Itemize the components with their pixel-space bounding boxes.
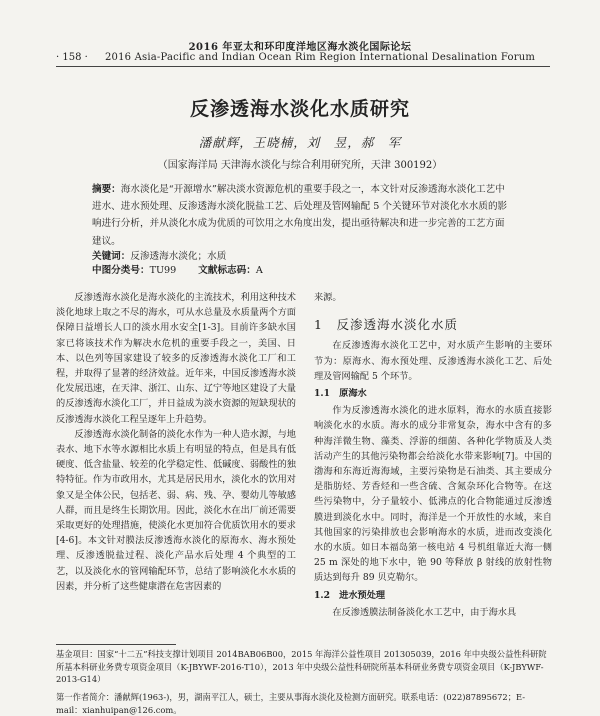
body-paragraph: 在反渗透海水淡化工艺中，对水质产生影响的主要环节为：原海水、海水预处理、反渗透海水淡化工艺、后处理及管网输配 5 个环节。 xyxy=(314,340,552,382)
body-column-right xyxy=(314,290,552,620)
affiliation: （国家海洋局 天津海水淡化与综合利用研究所，天津 300192） xyxy=(157,160,443,171)
abstract-label: 摘要： xyxy=(92,184,121,195)
section-heading: 1 反渗透海水淡化水质 xyxy=(314,317,458,333)
author-list: 潘献辉，王晓楠，刘 昱，郝 军 xyxy=(198,135,402,150)
keywords-text: 反渗透海水淡化；水质 xyxy=(130,251,227,262)
abstract-text: 海水淡化是“开源增水”解决淡水资源危机的重要手段之一，本文针对反渗透海水淡化工艺中进水、进水预处理、反渗透海水淡化脱盐工艺、后处理及管网输配 5 个关键环节对淡化水水质的影响进行分析，并从淡化水成为优质的可饮用之水角度出发，提出亟待解决和进一步完善的工艺方面建议。 xyxy=(92,184,508,247)
body-column-left xyxy=(56,290,296,594)
subsection-heading: 1.2 进水预处理 xyxy=(314,589,386,601)
clc-value: TU99 xyxy=(149,265,177,276)
doc-code-value: A xyxy=(255,265,263,276)
classification xyxy=(92,264,514,278)
keywords-label: 关键词： xyxy=(92,251,131,262)
abstract xyxy=(92,181,514,250)
footnote-fund: 基金项目：国家“十二五”科技支撑计划项目 2014BAB06B00，2015 年海洋公益性项目 201305039，2016 年中央级公益性科研院所基本科研业务费专项资金项目（K-JBYWF-2016-T10），2013 年中央级公益性科研院所基本科研业务费专项资金项目（K-JBYWF-2013-G14） xyxy=(56,649,547,684)
body-paragraph: 反渗透海水淡化制备的淡化水作为一种人造水源，与地表水、地下水等水源相比水质上有明显的特点，但是具有低硬度、低含盐量、较差的化学稳定性、低碱度、弱酸性的独特特征。作为市政用水，尤其是居民用水，淡化水的饮用对象又是全体公民，包括老、弱、病、残、孕、婴幼儿等敏感人群，而且是终生长期饮用。因此，淡化水在出厂前还需要采取更好的处理措施，使淡化水更加符合优质饮用水的要求[4-6]。本文针对膜法反渗透海水淡化的原海水、海水预处理、反渗透脱盐过程、淡化产品水后处理 4 个典型的工艺，以及淡化水的管网输配环节，总结了影响淡化水水质的因素，并分析了这些健康潜在危害因素的 xyxy=(56,428,296,592)
body-paragraph: 在反渗透膜法制备淡化水工艺中，由于海水具 xyxy=(332,606,517,618)
body-paragraph: 反渗透海水淡化是海水淡化的主流技术，利用这种技术淡化地球上取之不尽的海水，可从水总量及水质量两个方面保障日益增长人口的淡水用水安全[1-3]。目前许多缺水国家已将该技术作为解决水危机的重要手段之一，美国、日本、以色列等国家建设了较多的反渗透海水淡化工厂和工程，并取得了显著的经济效益。近年来，中国反渗透海水淡化发展迅速，在天津、浙江、山东、辽宁等地区建设了大量的反渗透海水淡化工厂，并日益成为淡水资源的短缺现状的反渗透海水淡化工程呈逐年上升趋势。 xyxy=(56,292,296,425)
body-paragraph-continuation: 来源。 xyxy=(314,292,342,303)
subsection-heading: 1.1 原海水 xyxy=(314,388,367,400)
footnote-rule xyxy=(56,644,176,645)
body-paragraph: 作为反渗透海水淡化的进水原料，海水的水质直接影响淡化水的水质。海水的成分非常复杂，海水中含有的多种海洋微生物、藻类、浮游的细菌、各种化学物质及人类活动产生的其他污染物都会给淡化水带来影响[7]。中国的渤海和东海近海海域，主要污染物是石油类、其主要成分是脂肪烃、芳香烃和一些含硫、含氮杂环化合物等。在这些污染物中，分子量较小、低沸点的化合物能通过反渗透膜进到淡化水中。同时，海洋是一个开放性的水域，来自其他国家的污染排放也会影响海水的水质，进而改变淡化水的水质。如日本福岛第一核电站 4 号机组靠近大海一侧 25 m 深处的地下水中，铯 90 等释放 β 射线的放射性物质达到每升 89 贝克勒尔。 xyxy=(314,405,552,584)
conference-header-cn: 2016 年亚太和环印度洋地区海水淡化国际论坛 xyxy=(188,42,412,53)
conference-header-en: 2016 Asia-Pacific and Indian Ocean Rim Region International Desalination Forum xyxy=(104,52,536,63)
article-title: 反渗透海水淡化水质研究 xyxy=(189,98,410,120)
header-rule xyxy=(56,66,550,67)
clc-label: 中图分类号： xyxy=(92,265,150,276)
page-number: · 158 · xyxy=(56,52,88,63)
keywords xyxy=(92,250,514,264)
footnote-author: 第一作者简介：潘献辉(1963-)，男，湖南平江人，硕士，主要从事海水淡化及检测方面研究。联系电话：(022)87895672；E-mail：xianhuipan@126.com。 xyxy=(56,692,526,715)
doc-code-label: 文献标志码： xyxy=(198,265,256,276)
